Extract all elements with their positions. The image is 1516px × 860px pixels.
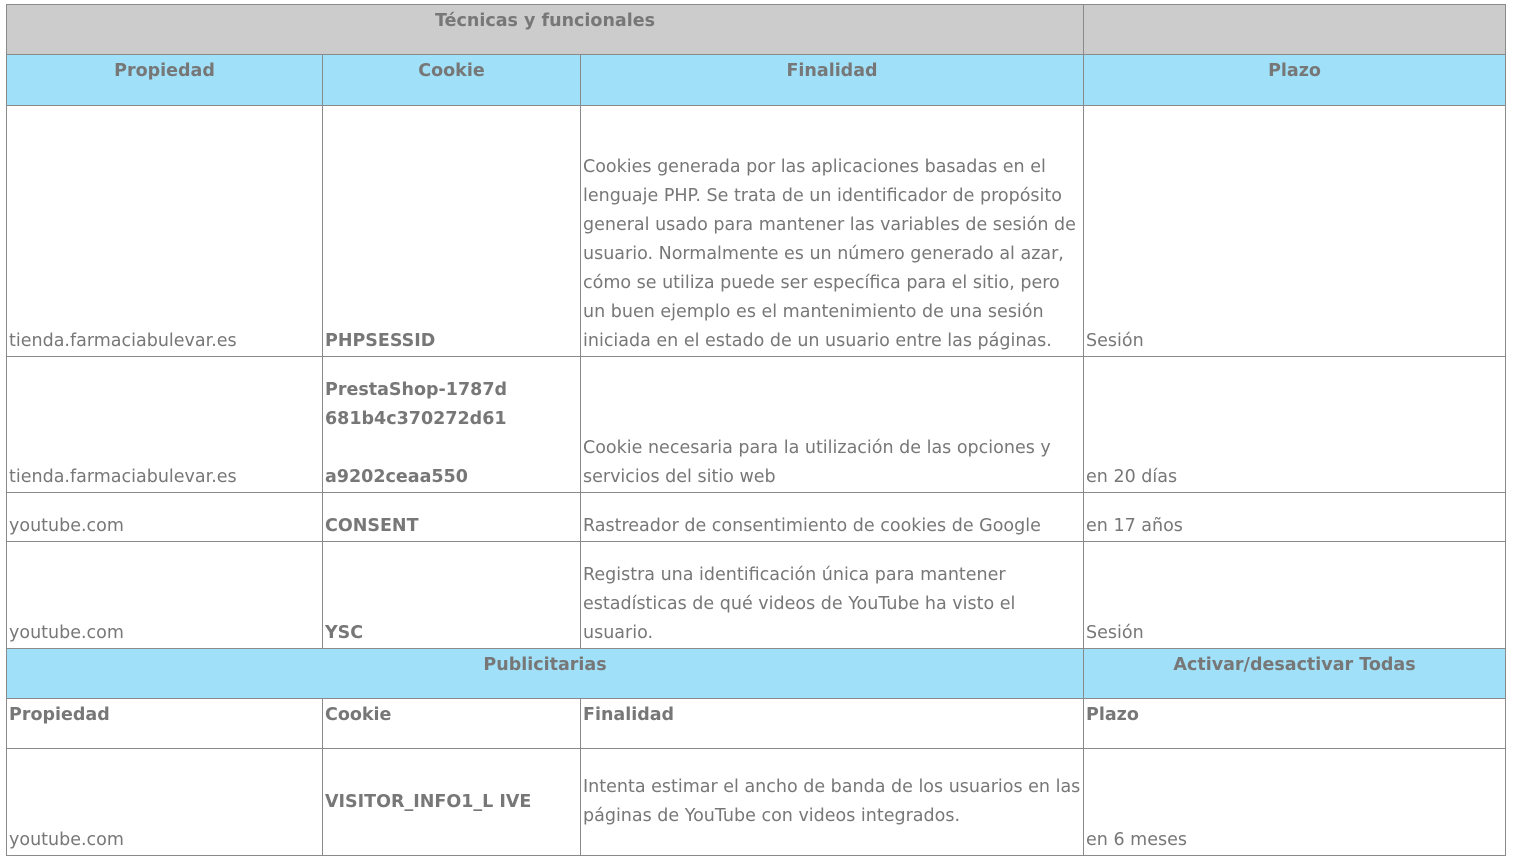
property-cell: youtube.com [7,493,323,542]
column-header-purpose: Finalidad [581,699,1084,749]
section-header-empty-cell [1084,5,1506,55]
term-cell: en 6 meses [1084,749,1506,856]
table-row [7,106,1506,357]
property-cell: tienda.farmaciabulevar.es [7,106,323,357]
cookie-name-line: 681b4c370272d61 [325,409,507,429]
cookie-name-spacer [325,434,578,463]
table-row [7,542,1506,649]
property-cell: youtube.com [7,542,323,649]
property-cell: tienda.farmaciabulevar.es [7,357,323,493]
column-header-row [7,699,1506,749]
column-header-term: Plazo [1084,55,1506,106]
term-cell: Sesión [1084,542,1506,649]
cookie-name-line: a9202ceaa550 [325,467,468,487]
table-row [7,749,1506,856]
cookie-name-cell [323,749,581,856]
column-header-cookie: Cookie [323,55,581,106]
purpose-text: Intenta estimar el ancho de banda de los usuarios en las páginas de YouTube con videos integrados. [583,777,1081,826]
cookie-name-text: VISITOR_INFO1_L IVE [325,791,532,812]
cookie-name-cell [323,357,581,493]
column-header-term: Plazo [1084,699,1506,749]
term-cell: en 17 años [1084,493,1506,542]
column-header-row [7,55,1506,106]
term-cell: Sesión [1084,106,1506,357]
cookie-name-cell: YSC [323,542,581,649]
purpose-cell: Rastreador de consentimiento de cookies de Google [581,493,1084,542]
toggle-all-advertising-button[interactable]: Activar/desactivar Todas [1084,649,1506,699]
term-cell: en 20 días [1084,357,1506,493]
purpose-cell: Registra una identificación única para mantener estadísticas de qué videos de YouTube ha visto el usuario. [581,542,1084,649]
property-cell: youtube.com [7,749,323,856]
section-header-advertising [7,649,1506,699]
purpose-cell: Cookie necesaria para la utilización de las opciones y servicios del sitio web [581,357,1084,493]
section-title-technical: Técnicas y funcionales [7,5,1084,55]
column-header-cookie: Cookie [323,699,581,749]
column-header-property: Propiedad [7,699,323,749]
table-row [7,493,1506,542]
column-header-property: Propiedad [7,55,323,106]
cookie-name-cell: CONSENT [323,493,581,542]
section-title-advertising: Publicitarias [7,649,1084,699]
cookie-name-line: PrestaShop-1787d [325,380,508,400]
cookie-name-cell: PHPSESSID [323,106,581,357]
purpose-cell [581,749,1084,856]
cookie-table [6,4,1506,856]
section-header-technical [7,5,1506,55]
purpose-cell: Cookies generada por las aplicaciones basadas en el lenguaje PHP. Se trata de un identificador de propósito general usado para mantener las variables de sesión de usuario. Normalmente es un número generado al azar, cómo se utiliza puede ser específica para el sitio, pero un buen ejemplo es el mantenimiento de una sesión iniciada en el estado de un usuario entre las páginas. [581,106,1084,357]
table-row [7,357,1506,493]
column-header-purpose: Finalidad [581,55,1084,106]
